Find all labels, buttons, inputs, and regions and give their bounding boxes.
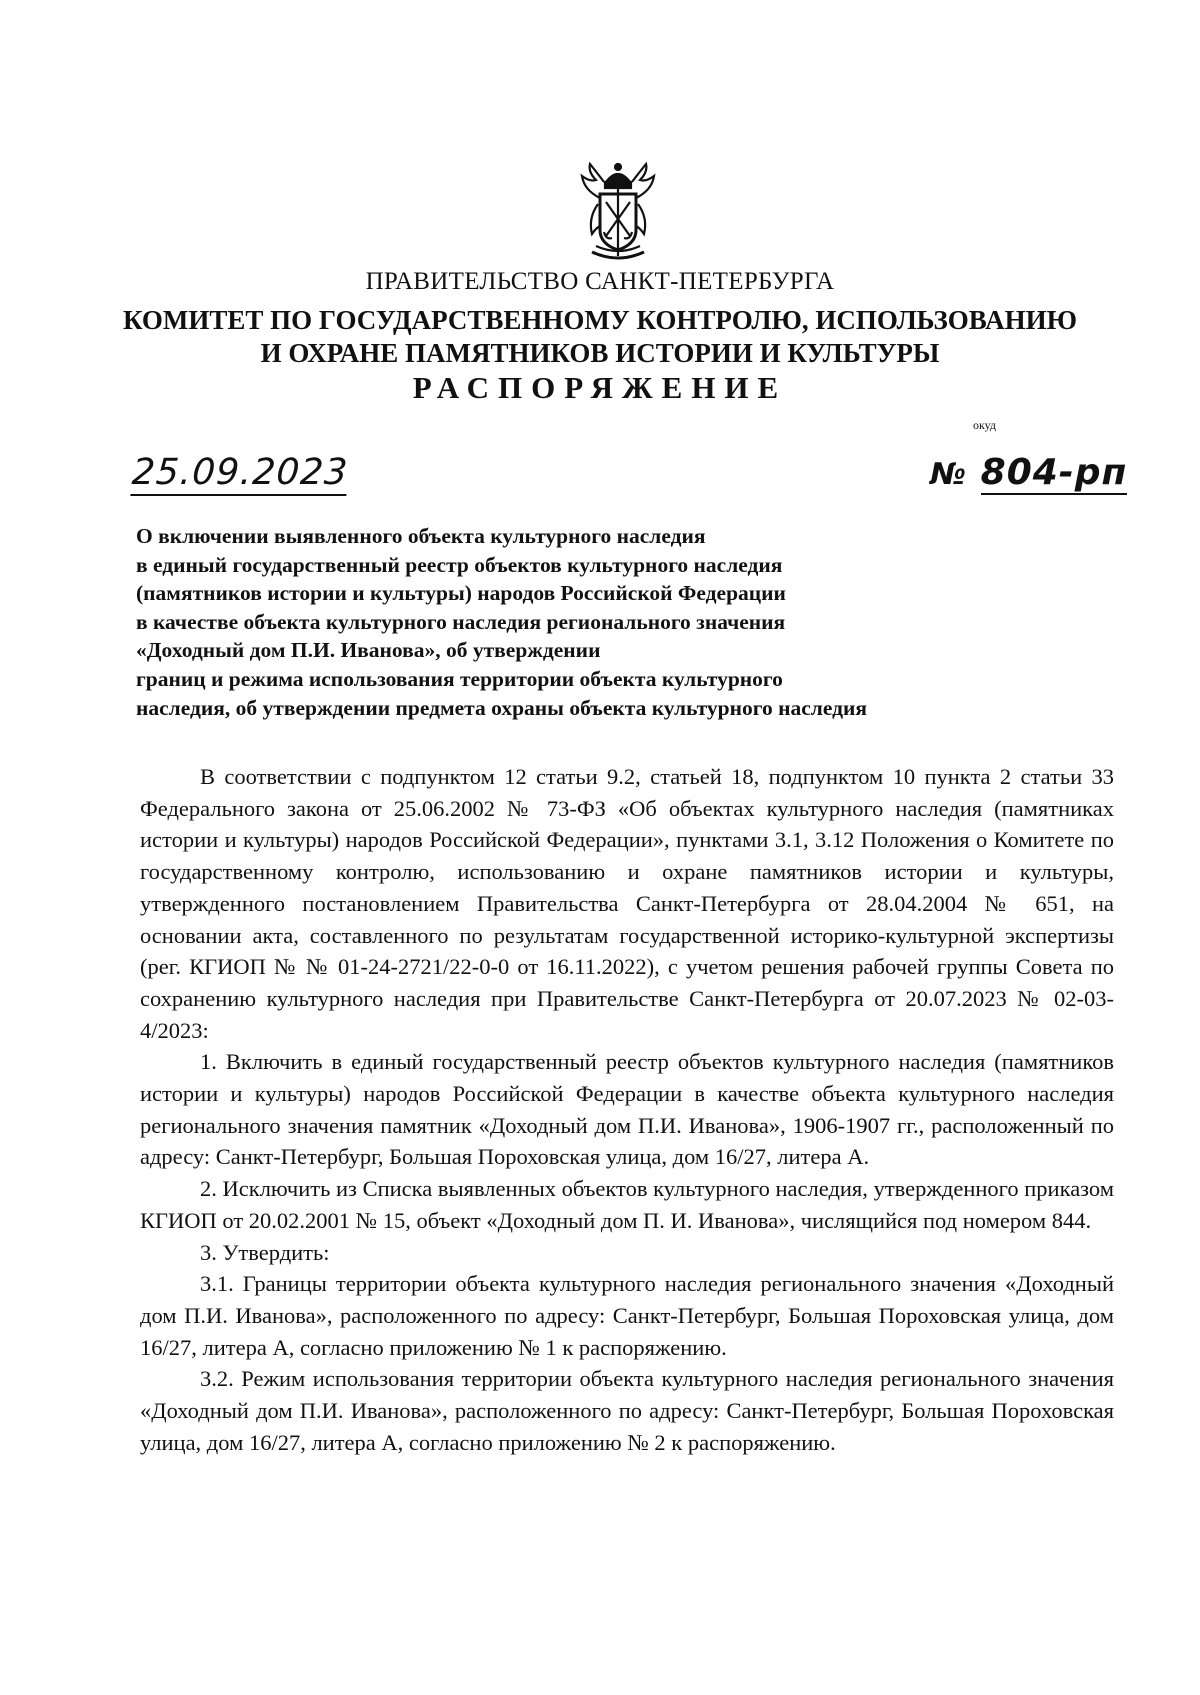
item-1-paragraph: 1. Включить в единый государственный реестр объектов культурного наследия (памятников истории и культуры) народов Российской Федерации в качестве объекта культурного наследия регионального значения памятник «Доходный дом П.И. Иванова», 1906-1907 гг., расположенный по адресу: Санкт-Петербург, Большая Пороховская улица, дом 16/27, литера А.: [140, 1049, 1114, 1170]
committee-line-2: И ОХРАНЕ ПАМЯТНИКОВ ИСТОРИИ И КУЛЬТУРЫ: [260, 338, 940, 368]
item-2-paragraph: 2. Исключить из Списка выявленных объектов культурного наследия, утвержденного приказом КГИОП от 20.02.2001 № 15, объект «Доходный дом П. И. Иванова», числящийся под номером 844.: [140, 1176, 1114, 1233]
subject-line: (памятников истории и культуры) народов Российской Федерации: [136, 581, 786, 606]
order-date-value: 25.09.2023: [130, 452, 349, 496]
subject-line: «Доходный дом П.И. Иванова», об утверждении: [136, 638, 601, 663]
order-date: [131, 452, 350, 493]
subject-line: границ и режима использования территории объекта культурного: [136, 666, 783, 691]
subject-line: наследия, об утверждении предмета охраны объекта культурного наследия: [136, 695, 867, 720]
committee-name: [0, 304, 1200, 370]
item-3-1-paragraph: 3.1. Границы территории объекта культурного наследия регионального значения «Доходный дом П.И. Иванова», расположенного по адресу: Санкт-Петербург, Большая Пороховская улица, дом 16/27, литера А, согласно приложению № 1 к распоряжению.: [140, 1271, 1114, 1360]
subject-line: О включении выявленного объекта культурного наследия: [136, 524, 706, 548]
item-3-2-paragraph: 3.2. Режим использования территории объекта культурного наследия регионального значения «Доходный дом П.И. Иванова», расположенного по адресу: Санкт-Петербург, Большая Пороховская улица, дом 16/27, литера А, согласно приложению № 2 к распоряжению.: [140, 1366, 1114, 1455]
item-3-paragraph: 3. Утвердить:: [200, 1239, 330, 1265]
order-subject: [136, 522, 1036, 722]
okud-label: окуд: [973, 418, 997, 432]
preamble-paragraph: В соответствии с подпунктом 12 статьи 9.2, статьей 18, подпунктом 10 пункта 2 статьи 33 Федерального закона от 25.06.2002 № 73-ФЗ «Об объектах культурного наследия (памятниках истории и культуры) народов Российской Федерации», пунктами 3.1, 3.12 Положения о Комитете по государственному контролю, использованию и охране памятников истории и культуры, утвержденного постановлением Правительства Санкт-Петербурга от 28.04.2004 № 651, на основании акта, составленного по результатам государственной историко-культурной экспертизы (рег. КГИОП № № 01-24-2721/22-0-0 от 16.11.2022), с учетом решения рабочей группы Совета по сохранению культурного наследия при Правительстве Санкт-Петербурга от 20.07.2023 № 02-03-4/2023:: [140, 764, 1114, 1043]
order-number-label: №: [930, 457, 968, 492]
committee-line-1: КОМИТЕТ ПО ГОСУДАРСТВЕННОМУ КОНТРОЛЮ, ИСПОЛЬЗОВАНИЮ: [123, 305, 1077, 335]
order-body: [140, 761, 1114, 1458]
subject-line: в качестве объекта культурного наследия регионального значения: [136, 609, 786, 634]
coat-of-arms-icon: [578, 160, 658, 264]
subject-line: в единый государственный реестр объектов культурного наследия: [136, 552, 783, 577]
order-number-value: 804-рп: [980, 452, 1128, 493]
document-type-title: РАСПОРЯЖЕНИЕ: [412, 370, 788, 405]
order-number: [930, 452, 1127, 493]
government-name: ПРАВИТЕЛЬСТВО САНКТ-ПЕТЕРБУРГА: [365, 268, 835, 295]
